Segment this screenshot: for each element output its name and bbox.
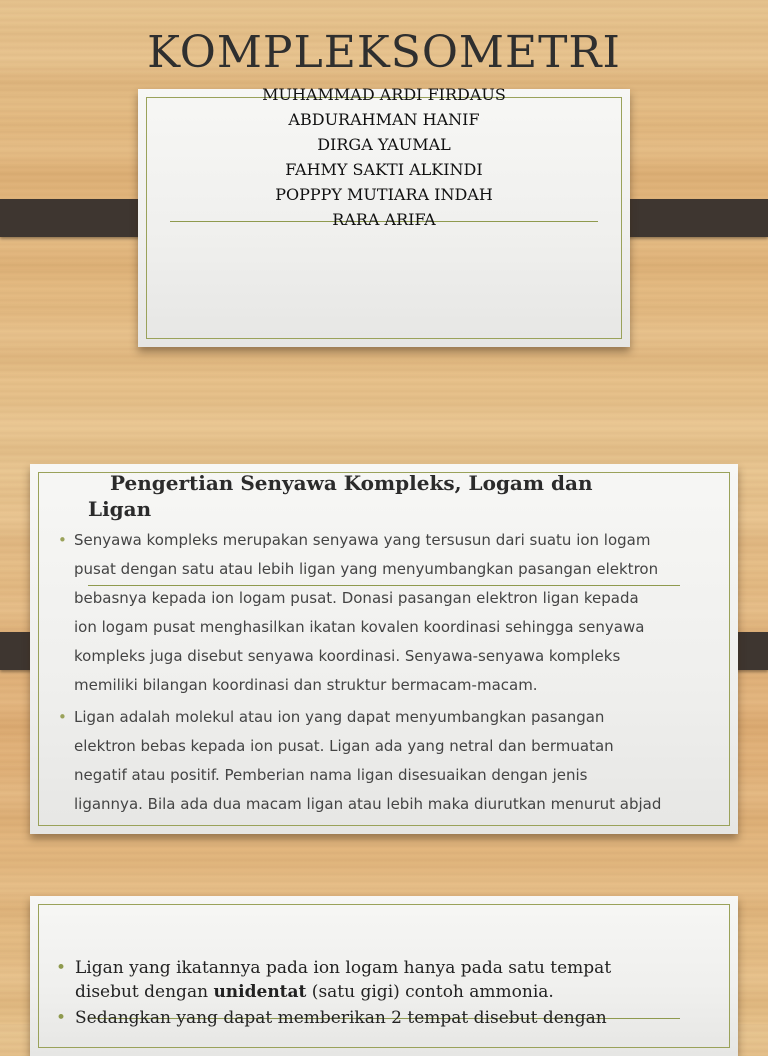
bullet-list	[58, 526, 718, 822]
text-line: Senyawa kompleks merupakan senyawa yang tersusun dari suatu ion logam	[74, 531, 651, 549]
text-line: Ligan adalah molekul atau ion yang dapat menyumbangkan pasangan	[74, 708, 605, 726]
bullet-icon: •	[56, 958, 67, 978]
author-name: DIRGA YAUMAL	[317, 135, 451, 154]
bullet-icon: •	[58, 708, 67, 726]
text-line: bebasnya kepada ion logam pusat. Donasi pasangan elektron ligan kepada	[74, 589, 639, 607]
text-line: negatif atau positif. Pemberian nama ligan disesuaikan dengan jenis	[74, 766, 588, 784]
text-line: elektron bebas kepada ion pusat. Ligan ada yang netral dan bermuatan	[74, 737, 614, 755]
bullet-icon: •	[58, 531, 67, 549]
text-line: ion logam pusat menghasilkan ikatan kovalen koordinasi sehingga senyawa	[74, 618, 645, 636]
left-ribbon-slide1	[0, 199, 156, 237]
author-name: ABDURAHMAN HANIF	[288, 110, 480, 129]
author-name: RARA ARIFA	[332, 210, 436, 229]
text-line	[75, 980, 726, 1004]
text-span: (satu gigi) contoh ammonia.	[306, 982, 554, 1002]
text-line: kompleks juga disebut senyawa koordinasi. Senyawa-senyawa kompleks	[74, 647, 621, 665]
list-item	[58, 526, 718, 700]
page-title: KOMPLEKSOMETRI	[147, 27, 621, 78]
text-line: pusat dengan satu atau lebih ligan yang menyumbangkan pasangan elektron	[74, 560, 659, 578]
bullet-icon: •	[56, 1008, 67, 1028]
author-name: MUHAMMAD ARDI FIRDAUS	[262, 85, 506, 104]
author-name: FAHMY SAKTI ALKINDI	[285, 160, 483, 179]
right-ribbon-slide1	[612, 199, 768, 237]
heading-line: Pengertian Senyawa Kompleks, Logam dan	[110, 471, 593, 495]
emphasis-unidentat: unidentat	[213, 982, 307, 1002]
text-span: disebut dengan	[75, 982, 214, 1002]
list-item	[56, 956, 726, 1004]
text-line: Ligan yang ikatannya pada ion logam hanya pada satu tempat	[75, 958, 612, 978]
author-list	[138, 82, 630, 232]
text-line: Sedangkan yang dapat memberikan 2 tempat disebut dengan	[75, 1008, 607, 1028]
text-line: ligannya. Bila ada dua macam ligan atau lebih maka diurutkan menurut abjad	[74, 795, 662, 813]
author-name: POPPPY MUTIARA INDAH	[275, 185, 493, 204]
list-item	[58, 703, 718, 819]
text-line: memiliki bilangan koordinasi dan struktur bermacam-macam.	[74, 676, 538, 694]
section-heading	[88, 470, 648, 522]
heading-line: Ligan	[88, 497, 152, 521]
bullet-list-3	[56, 956, 726, 1032]
list-item	[56, 1006, 726, 1030]
